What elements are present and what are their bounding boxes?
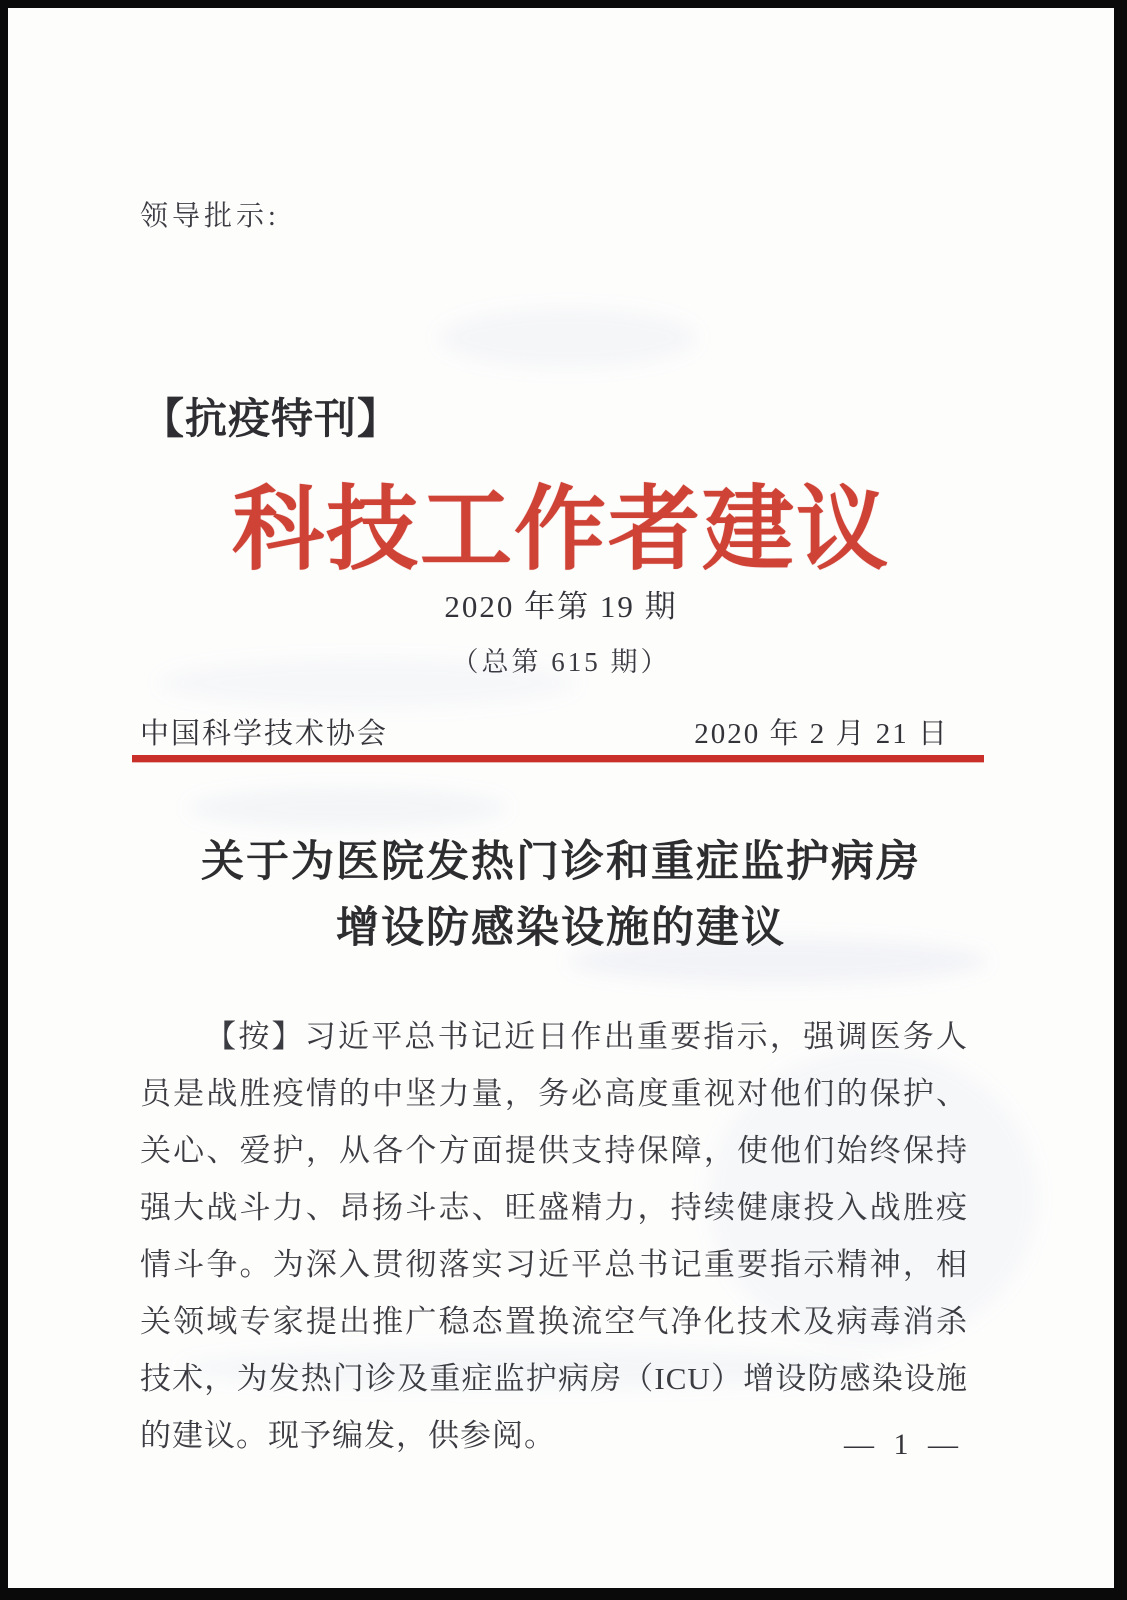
publisher-name: 中国科学技术协会 bbox=[140, 718, 389, 750]
article-title-line1: 关于为医院发热门诊和重症监护病房 bbox=[201, 839, 921, 886]
article-title bbox=[8, 830, 1114, 962]
special-issue-tag: 【抗疫特刊】 bbox=[142, 395, 401, 442]
article-body-paragraph: 【按】习近平总书记近日作出重要指示，强调医务人员是战胜疫情的中坚力量，务必高度重视对他们的保护、关心、爱护，从各个方面提供支持保障，使他们始终保持强大战斗力、昂扬斗志、旺盛精力，持续健康投入战胜疫情斗争。为深入贯彻落实习近平总书记重要指示精神，相关领域专家提出推广稳态置换流空气净化技术及病毒消杀技术，为发热门诊及重症监护病房（ICU）增设防感染设施的建议。现予编发，供参阅。 bbox=[140, 1019, 968, 1453]
bulletin-masthead-title: 科技工作者建议 bbox=[231, 479, 890, 581]
bleedthrough-smudge bbox=[188, 788, 508, 828]
leader-comment-label: 领导批示: bbox=[140, 201, 280, 232]
publisher-date-row bbox=[140, 711, 949, 752]
cumulative-issue-line: （总第 615 期） bbox=[451, 647, 671, 677]
masthead-divider-rule bbox=[132, 755, 984, 762]
page-number: — 1 — bbox=[844, 1428, 964, 1461]
issue-number-line: 2020 年第 19 期 bbox=[444, 589, 678, 624]
bleedthrough-smudge bbox=[438, 308, 698, 368]
publication-date: 2020 年 2 月 21 日 bbox=[694, 718, 949, 750]
article-title-line2: 增设防感染设施的建议 bbox=[336, 905, 786, 952]
